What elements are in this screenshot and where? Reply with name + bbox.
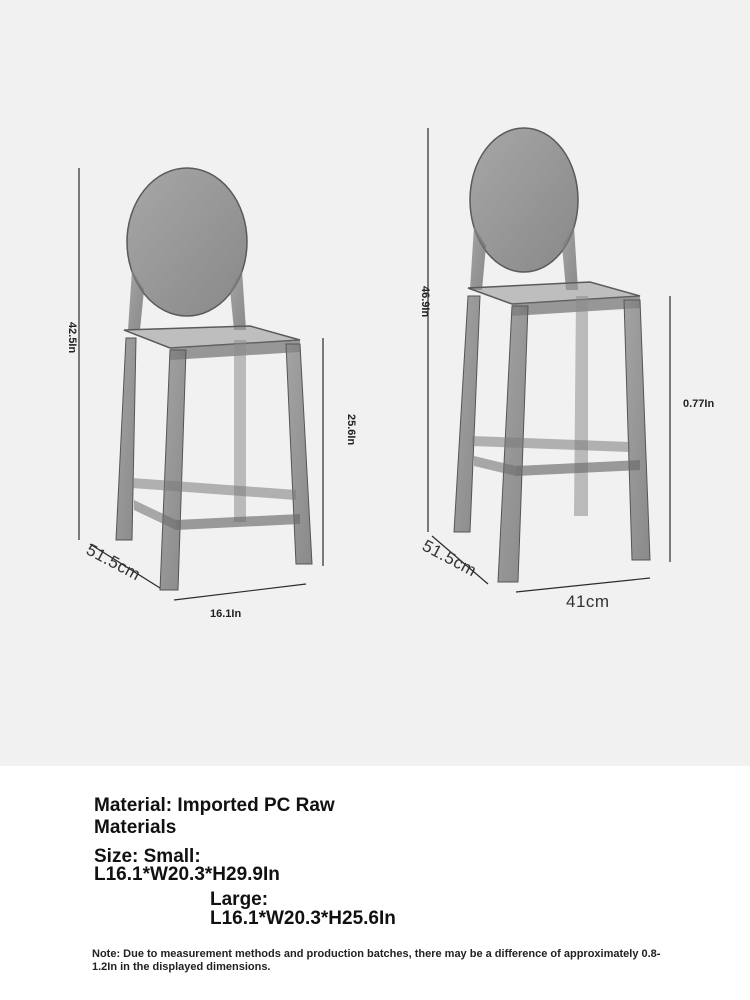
large-seat-label: 0.77In: [683, 398, 715, 410]
measurement-note: Note: Due to measurement methods and production batches, there may be a difference of approximately 0.8-1.2In in the displayed dimensions.: [92, 948, 661, 973]
size-label: Size: Small:: [94, 846, 201, 867]
size-small-value: L16.1*W20.3*H29.9In: [94, 864, 280, 885]
large-depth-label: 51.5cm: [419, 536, 480, 581]
size-large-value: L16.1*W20.3*H25.6In: [210, 908, 396, 929]
small-seat-label: 25.6In: [345, 414, 357, 446]
large-width-label: 41cm: [566, 592, 610, 611]
large-width-line: [516, 578, 650, 592]
small-width-line: [174, 584, 306, 600]
large-height-label: 46.9In: [419, 286, 431, 318]
small-height-label: 42.5In: [66, 322, 78, 354]
small-width-label: 16.1In: [210, 608, 242, 620]
large-label: Large:: [210, 889, 269, 910]
small-stool: [116, 168, 312, 590]
material-line-1: Material: Imported PC Raw: [94, 795, 335, 816]
large-stool: [454, 128, 650, 582]
material-line-2: Materials: [94, 817, 177, 838]
small-depth-label: 51.5cm: [83, 540, 144, 585]
